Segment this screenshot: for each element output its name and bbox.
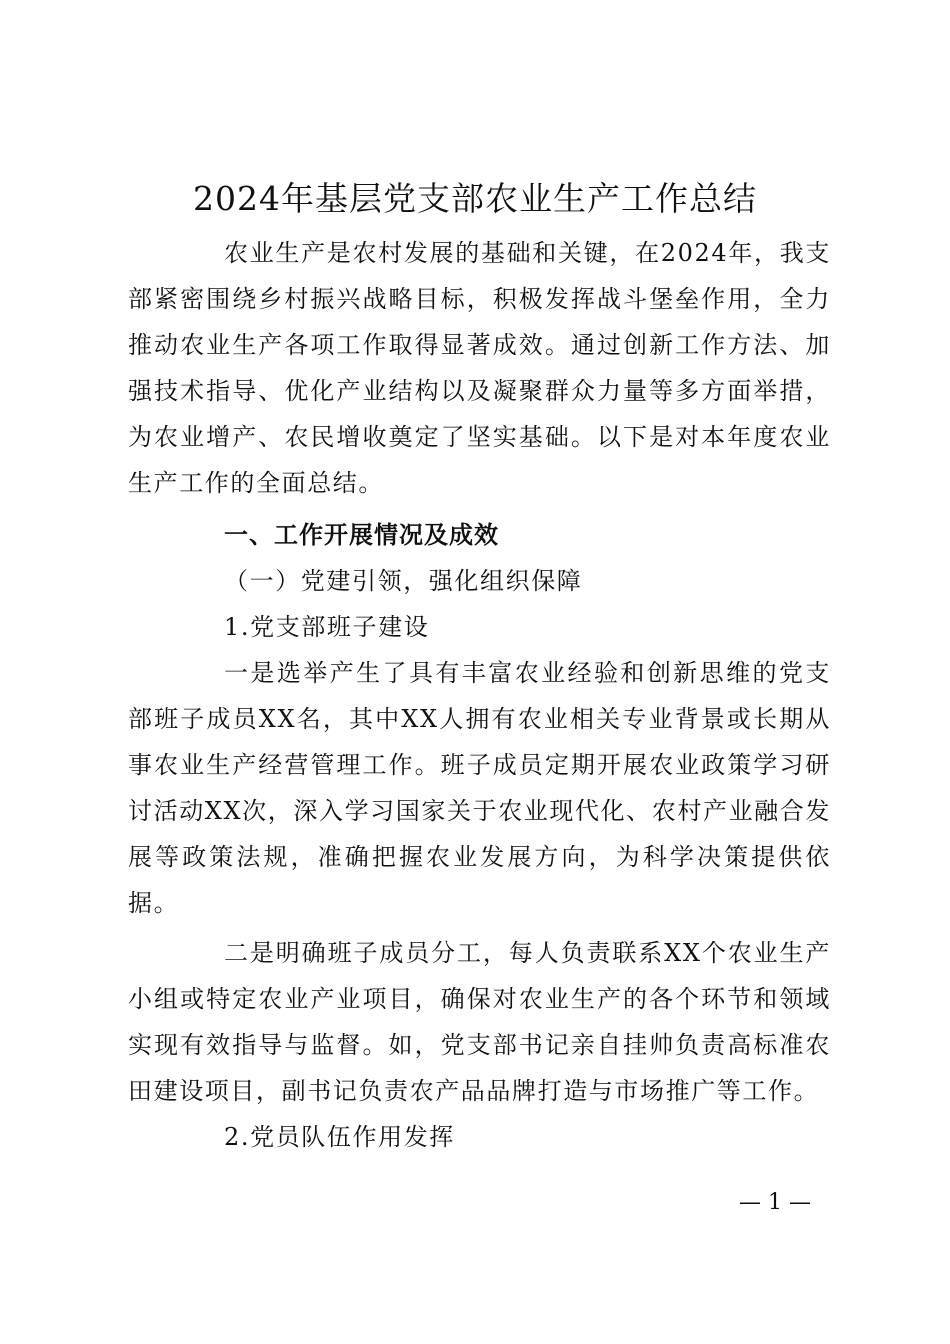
subsection-heading: （一）党建引领，强化组织保障 xyxy=(224,567,583,595)
body-paragraph: 一是选举产生了具有丰富农业经验和创新思维的党支部班子成员XX名，其中XX人拥有农业相关专业背景或长期从事农业生产经营管理工作。班子成员定期开展农业政策学习研讨活动XX次，深入学习国家关于农业现代化、农村产业融合发展等政策法规，准确把握农业发展方向，为科学决策提供依据。 xyxy=(128,659,831,917)
body-paragraph: 二是明确班子成员分工，每人负责联系XX个农业生产小组或特定农业产业项目，确保对农业生产的各个环节和领域实现有效指导与监督。如，党支部书记亲自挂帅负责高标准农田建设项目，副书记负责农产品品牌打造与市场推广等工作。 xyxy=(128,939,831,1105)
page-number: — 1 — xyxy=(739,1190,811,1215)
intro-paragraph: 农业生产是农村发展的基础和关键，在2024年，我支部紧密围绕乡村振兴战略目标，积极发挥战斗堡垒作用，全力推动农业生产各项工作取得显著成效。通过创新工作方法、加强技术指导、优化产业结构以及凝聚群众力量等多方面举措，为农业增产、农民增收奠定了坚实基础。以下是对本年度农业生产工作的全面总结。 xyxy=(128,239,831,497)
document-body xyxy=(128,230,831,1160)
document-title: 2024年基层党支部农业生产工作总结 xyxy=(193,179,757,218)
item-heading: 1.党支部班子建设 xyxy=(224,613,430,641)
section-heading: 一、工作开展情况及成效 xyxy=(224,521,499,549)
item-heading: 2.党员队伍作用发挥 xyxy=(224,1123,455,1151)
